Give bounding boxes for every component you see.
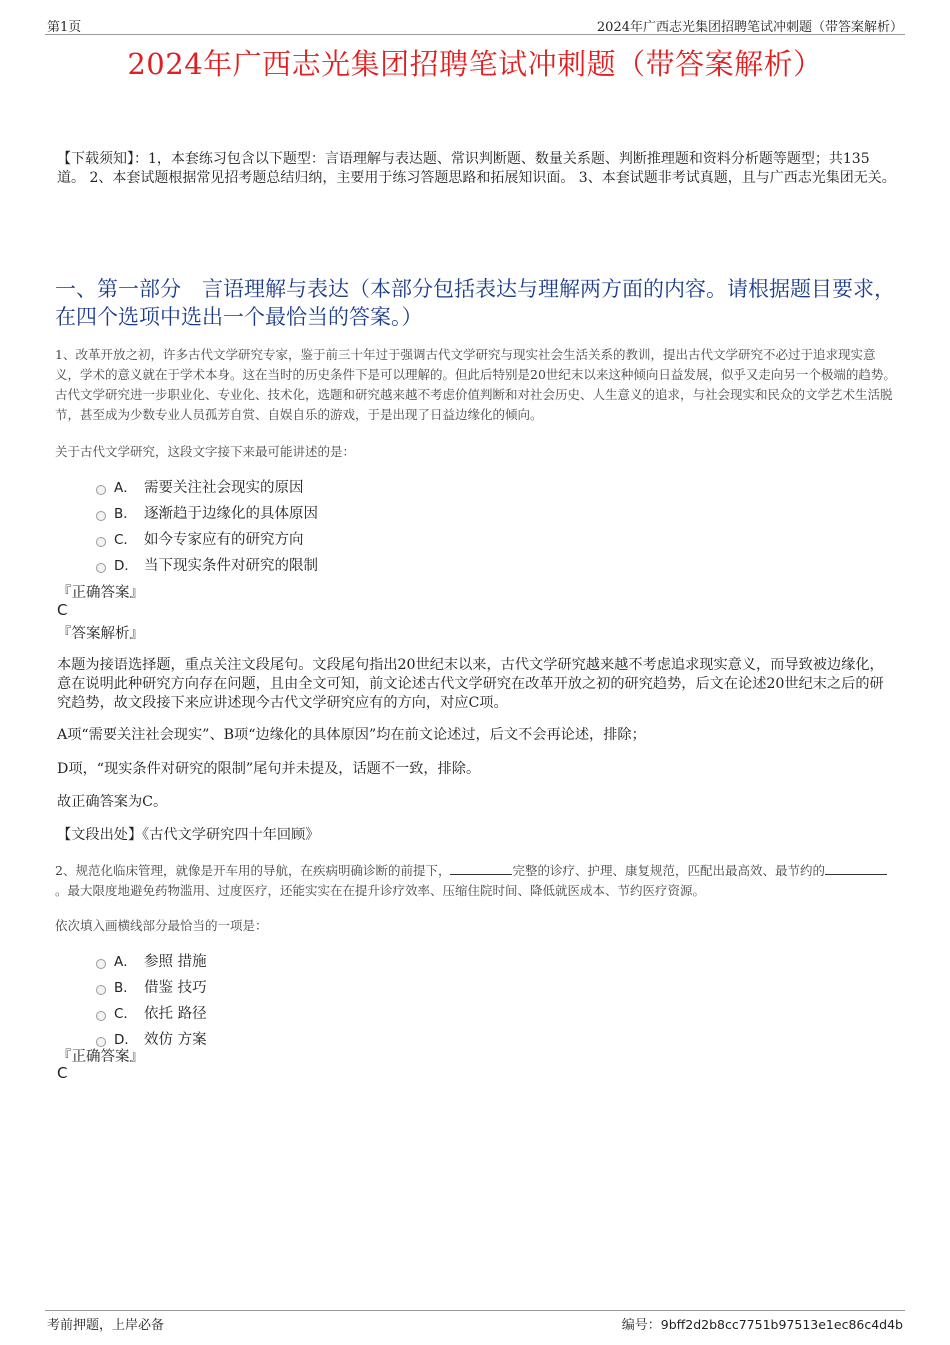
option-letter: A． <box>114 480 137 496</box>
footer-code-label: 编号： <box>621 1318 661 1333</box>
radio-icon[interactable] <box>96 563 106 573</box>
question-1-option-b[interactable] <box>96 500 318 524</box>
option-letter: C． <box>114 1006 137 1022</box>
fill-blank <box>450 862 512 875</box>
header-divider <box>45 34 905 35</box>
question-2-answer-label: 『正确答案』 <box>57 1049 144 1065</box>
question-1-analysis-label: 『答案解析』 <box>57 626 144 642</box>
question-2-text <box>55 861 897 901</box>
option-text: 当下现实条件对研究的限制 <box>144 557 318 574</box>
option-letter: D． <box>114 1032 138 1048</box>
option-letter: B． <box>114 506 137 522</box>
question-2-prompt: 依次填入画横线部分最恰当的一项是： <box>55 918 268 933</box>
question-2-answer: C <box>57 1064 68 1082</box>
document-title: 2024年广西志光集团招聘笔试冲刺题（带答案解析） <box>127 47 823 81</box>
radio-icon[interactable] <box>96 511 106 521</box>
question-1-analysis-paragraph: D项，“现实条件对研究的限制”尾句并未提及，话题不一致，排除。 <box>57 761 481 777</box>
option-text: 依托 路径 <box>144 1005 207 1022</box>
footer-code <box>622 1314 903 1333</box>
question-2-text-part: 完整的诊疗、护理、康复规范，匹配出最高效、最节约的 <box>512 863 825 878</box>
option-letter: A． <box>114 954 137 970</box>
question-1-source: 【文段出处】《古代文学研究四十年回顾》 <box>57 827 320 843</box>
option-text: 效仿 方案 <box>144 1031 207 1048</box>
footer-code-value: 9bff2d2b8cc7751b97513e1ec86c4d4b <box>660 1317 903 1332</box>
question-2-option-a[interactable] <box>96 948 207 972</box>
page-number: 第1页 <box>47 20 82 35</box>
option-text: 参照 措施 <box>144 953 207 970</box>
question-1-text: 1、改革开放之初，许多古代文学研究专家，鉴于前三十年过于强调古代文学研究与现实社会生活关系的教训，提出古代文学研究不必过于追求现实意义，学术的意义就在于学术本身。这在当时的历史条件下是可以理解的。但此后特别是20世纪末以来这种倾向日益发展，似乎又走向另一个极端的趋势。古代文学研究进一步职业化、专业化、技术化，选题和研究越来越不考虑价值判断和对社会历史、人生意义的追求，与社会现实和民众的文学艺术生活脱节，甚至成为少数专业人员孤芳自赏、自娱自乐的游戏，于是出现了日益边缘化的倾向。 <box>55 347 896 422</box>
fill-blank <box>825 862 887 875</box>
footer-divider <box>45 1310 905 1311</box>
footer-slogan: 考前押题，上岸必备 <box>47 1318 165 1333</box>
radio-icon[interactable] <box>96 1011 106 1021</box>
option-letter: D． <box>114 558 138 574</box>
section-heading: 一、第一部分 言语理解与表达（本部分包括表达与理解两方面的内容。请根据题目要求，在四个选项中选出一个最恰当的答案。） <box>55 277 895 329</box>
option-text: 需要关注社会现实的原因 <box>144 479 304 496</box>
question-2-text-part: 。最大限度地避免药物滥用、过度医疗，还能实实在在提升诊疗效率、压缩住院时间、降低就医成本、节约医疗资源。 <box>55 883 706 898</box>
question-2-text-part: 2、规范化临床管理，就像是开车用的导航，在疾病明确诊断的前提下， <box>55 863 451 878</box>
question-2-option-c[interactable] <box>96 1000 207 1024</box>
option-text: 如今专家应有的研究方向 <box>144 531 304 548</box>
question-1-prompt: 关于古代文学研究，这段文字接下来最可能讲述的是： <box>55 444 356 459</box>
question-1-analysis-paragraph: 本题为接语选择题，重点关注文段尾句。文段尾句指出20世纪末以来，古代文学研究越来越不考虑追求现实意义，而导致被边缘化，意在说明此种研究方向存在问题，且由全文可知，前文论述古代文学研究在改革开放之初的研究趋势，后文在论述20世纪末之后的研究趋势，故文段接下来应讲述现今古代文学研究应有的方向，对应C项。 <box>57 657 884 711</box>
header-doc-title: 2024年广西志光集团招聘笔试冲刺题（带答案解析） <box>596 20 903 35</box>
question-1-answer-label: 『正确答案』 <box>57 585 144 601</box>
question-1-option-d[interactable] <box>96 552 318 576</box>
question-1-analysis-conclusion: 故正确答案为C。 <box>57 794 168 810</box>
question-1-option-c[interactable] <box>96 526 304 550</box>
radio-icon[interactable] <box>96 537 106 547</box>
question-1-answer: C <box>57 601 68 619</box>
question-2-option-b[interactable] <box>96 974 207 998</box>
radio-icon[interactable] <box>96 485 106 495</box>
option-letter: C． <box>114 532 137 548</box>
option-letter: B． <box>114 980 137 996</box>
download-notice: 【下载须知】：1，本套练习包含以下题型：言语理解与表达题、常识判断题、数量关系题、判断推理题和资料分析题等题型；共135道。 2、本套试题根据常见招考题总结归纳，主要用于练习答题思路和拓展知识面。 3、本套试题非考试真题，且与广西志光集团无关。 <box>57 151 896 186</box>
option-text: 借鉴 技巧 <box>144 979 207 996</box>
radio-icon[interactable] <box>96 959 106 969</box>
question-1-option-a[interactable] <box>96 474 304 498</box>
option-text: 逐渐趋于边缘化的具体原因 <box>144 505 318 522</box>
question-1-analysis-paragraph: A项“需要关注社会现实”、B项“边缘化的具体原因”均在前文论述过，后文不会再论述，排除； <box>57 727 646 743</box>
radio-icon[interactable] <box>96 985 106 995</box>
